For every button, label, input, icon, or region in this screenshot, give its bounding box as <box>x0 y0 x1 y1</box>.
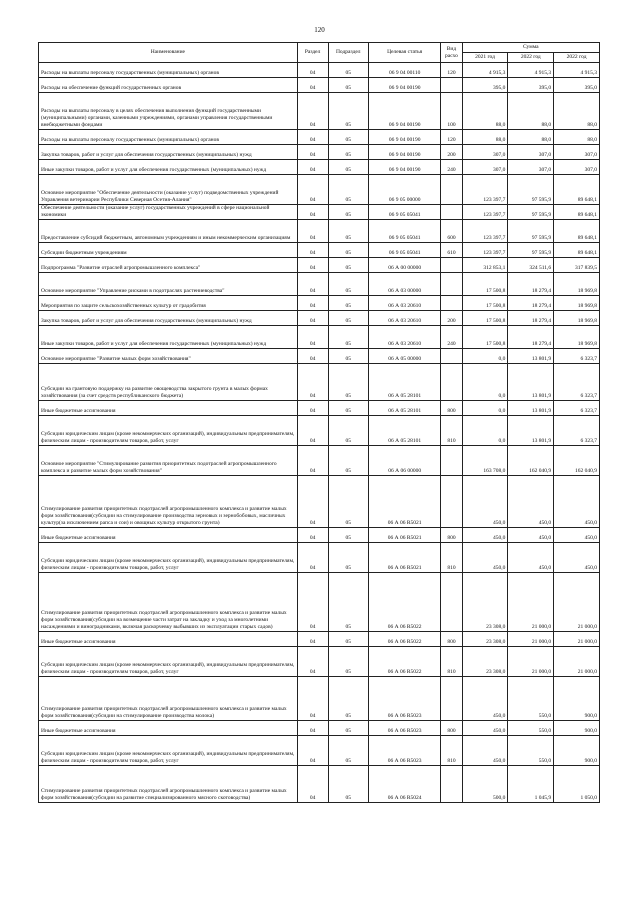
row-podrazdel: 05 <box>328 243 368 258</box>
row-expense-type: 200 <box>441 311 462 326</box>
table-row <box>39 78 600 93</box>
row-sum-2021: 17 500,8 <box>462 296 508 311</box>
row-sum-2021: 123 397,7 <box>462 243 508 258</box>
header-year-2022: 2022 год <box>508 53 554 63</box>
row-name: Подпрограмма "Развитие отраслей агропромышленного комплекса" <box>39 258 298 273</box>
row-target-article: 06 А 06 R5022 <box>368 647 440 677</box>
row-sum-2022: 395,0 <box>508 78 554 93</box>
row-sum-2022b: 89 648,1 <box>554 220 600 243</box>
row-sum-2021: 395,0 <box>462 78 508 93</box>
row-sum-2021: 17 500,8 <box>462 273 508 296</box>
row-razdel: 04 <box>297 736 328 766</box>
row-expense-type: 810 <box>441 647 462 677</box>
row-target-article: 06 А 03 20610 <box>368 311 440 326</box>
row-razdel: 04 <box>297 160 328 175</box>
table-row <box>39 349 600 364</box>
row-sum-2021: 450,0 <box>462 528 508 543</box>
row-sum-2022b: 89 648,1 <box>554 175 600 205</box>
row-sum-2022: 307,0 <box>508 160 554 175</box>
budget-table <box>38 42 600 803</box>
row-podrazdel: 05 <box>328 220 368 243</box>
row-razdel: 04 <box>297 416 328 446</box>
row-sum-2022b: 18 969,8 <box>554 296 600 311</box>
row-sum-2021: 307,0 <box>462 160 508 175</box>
table-row <box>39 63 600 78</box>
row-sum-2022: 450,0 <box>508 543 554 573</box>
row-sum-2022b: 900,0 <box>554 677 600 721</box>
table-row <box>39 647 600 677</box>
row-target-article: 06 А 00 00000 <box>368 258 440 273</box>
row-name: Иные бюджетные ассигнования <box>39 528 298 543</box>
row-sum-2022: 97 595,9 <box>508 243 554 258</box>
row-podrazdel: 05 <box>328 543 368 573</box>
row-podrazdel: 05 <box>328 446 368 476</box>
row-sum-2022b: 162 040,9 <box>554 446 600 476</box>
row-podrazdel: 05 <box>328 573 368 632</box>
row-expense-type: 610 <box>441 243 462 258</box>
row-podrazdel: 05 <box>328 63 368 78</box>
row-podrazdel: 05 <box>328 632 368 647</box>
row-name: Субсидии бюджетным учреждениям <box>39 243 298 258</box>
row-name: Субсидии юридическим лицам (кроме некоммерческих организаций), индивидуальным предпринимателям, физическим лицам - производителям товаров, работ, услуг <box>39 416 298 446</box>
row-sum-2022b: 89 648,1 <box>554 243 600 258</box>
row-sum-2022: 88,0 <box>508 130 554 145</box>
row-sum-2022b: 450,0 <box>554 476 600 528</box>
row-expense-type <box>441 766 462 803</box>
row-podrazdel: 05 <box>328 766 368 803</box>
row-sum-2021: 88,0 <box>462 93 508 130</box>
row-name: Основное мероприятие "Обеспечение деятельности (оказание услуг) подведомственных учреждений Управления ветеринарии Республики Северная Осетия-Алания" <box>39 175 298 205</box>
row-name: Закупка товаров, работ и услуг для обеспечения государственных (муниципальных) нужд <box>39 145 298 160</box>
row-sum-2021: 123 397,7 <box>462 205 508 220</box>
row-target-article: 06 9 04 00190 <box>368 78 440 93</box>
row-target-article: 06 А 06 R5023 <box>368 736 440 766</box>
header-year-2021: 2021 год <box>462 53 508 63</box>
row-target-article: 06 9 05 05041 <box>368 205 440 220</box>
row-razdel: 04 <box>297 175 328 205</box>
row-expense-type <box>441 78 462 93</box>
row-sum-2022b: 88,0 <box>554 93 600 130</box>
row-sum-2022b: 317 839,5 <box>554 258 600 273</box>
header-target-article: Целевая статья <box>368 43 440 63</box>
row-name: Стимулирование развития приоритетных подотраслей агропромышленного комплекса и развитие малых форм хозяйствования(субсидии на стимулирование производства зерновых и зернобобовых, масличных культур(за исключением рапса и сои) и овощных культур открытого грунта) <box>39 476 298 528</box>
row-sum-2022: 18 279,4 <box>508 326 554 349</box>
row-sum-2022: 324 511,6 <box>508 258 554 273</box>
table-row <box>39 145 600 160</box>
row-name: Расходы на выплаты персоналу государственных (муниципальных) органов <box>39 130 298 145</box>
row-name: Иные закупки товаров, работ и услуг для обеспечения государственных (муниципальных) нужд <box>39 160 298 175</box>
row-target-article: 06 А 03 00000 <box>368 273 440 296</box>
row-podrazdel: 05 <box>328 175 368 205</box>
row-name: Иные бюджетные ассигнования <box>39 721 298 736</box>
row-sum-2022b: 18 969,8 <box>554 326 600 349</box>
row-name: Субсидии юридическим лицам (кроме некоммерческих организаций), индивидуальным предпринимателям, физическим лицам - производителям товаров, работ, услуг <box>39 543 298 573</box>
row-name: Субсидии юридическим лицам (кроме некоммерческих организаций), индивидуальным предпринимателям, физическим лицам - производителям товаров, работ, услуг <box>39 736 298 766</box>
row-podrazdel: 05 <box>328 721 368 736</box>
row-podrazdel: 05 <box>328 647 368 677</box>
row-razdel: 04 <box>297 145 328 160</box>
table-row <box>39 130 600 145</box>
row-name: Стимулирование развития приоритетных подотраслей агропромышленного комплекса и развитие малых форм хозяйствования(субсидии на возмещение части затрат на закладку и уход за многолетними насаждениями и виноградниками, включая раскорчевку выбывших из эксплуатации старых садов) <box>39 573 298 632</box>
row-razdel: 04 <box>297 296 328 311</box>
row-sum-2022: 13 801,9 <box>508 349 554 364</box>
row-sum-2022b: 6 323,7 <box>554 401 600 416</box>
row-target-article: 06 А 06 R5021 <box>368 476 440 528</box>
row-sum-2022b: 88,0 <box>554 130 600 145</box>
row-sum-2022b: 1 050,0 <box>554 766 600 803</box>
row-sum-2022: 450,0 <box>508 476 554 528</box>
row-podrazdel: 05 <box>328 258 368 273</box>
table-row <box>39 401 600 416</box>
row-sum-2022b: 18 969,8 <box>554 273 600 296</box>
row-sum-2021: 4 915,3 <box>462 63 508 78</box>
row-sum-2021: 312 853,1 <box>462 258 508 273</box>
row-target-article: 06 А 06 R5021 <box>368 543 440 573</box>
row-razdel: 04 <box>297 401 328 416</box>
table-row <box>39 632 600 647</box>
table-row <box>39 766 600 803</box>
row-sum-2021: 0,0 <box>462 349 508 364</box>
row-expense-type: 200 <box>441 145 462 160</box>
row-name: Расходы на обеспечение функций государственных органов <box>39 78 298 93</box>
row-target-article: 06 А 06 R5023 <box>368 677 440 721</box>
row-sum-2022: 97 595,9 <box>508 220 554 243</box>
row-sum-2022: 18 279,4 <box>508 273 554 296</box>
row-sum-2022: 307,0 <box>508 145 554 160</box>
row-expense-type: 120 <box>441 130 462 145</box>
row-sum-2022: 13 801,9 <box>508 401 554 416</box>
row-podrazdel: 05 <box>328 311 368 326</box>
row-target-article: 06 А 06 R5021 <box>368 528 440 543</box>
row-sum-2021: 0,0 <box>462 364 508 401</box>
row-podrazdel: 05 <box>328 401 368 416</box>
row-razdel: 04 <box>297 93 328 130</box>
row-sum-2022b: 6 323,7 <box>554 416 600 446</box>
row-name: Стимулирование развития приоритетных подотраслей агропромышленного комплекса и развитие малых форм хозяйствования(субсидии на развитие специализированного мясного скотоводства) <box>39 766 298 803</box>
row-expense-type: 800 <box>441 528 462 543</box>
row-podrazdel: 05 <box>328 364 368 401</box>
row-razdel: 04 <box>297 326 328 349</box>
row-razdel: 04 <box>297 677 328 721</box>
table-row <box>39 243 600 258</box>
table-row <box>39 476 600 528</box>
row-podrazdel: 05 <box>328 93 368 130</box>
table-row <box>39 543 600 573</box>
row-name: Субсидии юридическим лицам (кроме некоммерческих организаций), индивидуальным предпринимателям, физическим лицам - производителям товаров, работ, услуг <box>39 647 298 677</box>
row-name: Мероприятия по защите сельскохозяйственных культур от градобития <box>39 296 298 311</box>
header-year-2022b: 2022 год <box>554 53 600 63</box>
row-expense-type <box>441 446 462 476</box>
row-sum-2022: 18 279,4 <box>508 296 554 311</box>
row-podrazdel: 05 <box>328 736 368 766</box>
row-sum-2022: 97 595,9 <box>508 175 554 205</box>
row-expense-type <box>441 364 462 401</box>
row-razdel: 04 <box>297 78 328 93</box>
row-sum-2022: 550,0 <box>508 677 554 721</box>
row-sum-2022: 1 045,9 <box>508 766 554 803</box>
row-razdel: 04 <box>297 63 328 78</box>
row-sum-2021: 450,0 <box>462 736 508 766</box>
row-sum-2021: 0,0 <box>462 401 508 416</box>
row-name: Субсидии на грантовую поддержку на развитие овощеводства закрытого грунта в малых формах хозяйствования (за счет средств республиканского бюджета) <box>39 364 298 401</box>
row-sum-2022: 13 801,9 <box>508 364 554 401</box>
row-expense-type <box>441 296 462 311</box>
page-number: 120 <box>314 26 325 34</box>
table-row <box>39 528 600 543</box>
table-header <box>39 43 600 63</box>
row-podrazdel: 05 <box>328 528 368 543</box>
table-row <box>39 677 600 721</box>
row-podrazdel: 05 <box>328 160 368 175</box>
row-name: Основное мероприятие "Стимулирование развития приоритетных подотраслей агропромышленного комплекса и развитие малых форм хозяйствования" <box>39 446 298 476</box>
row-name: Предоставление субсидий бюджетным, автономным учреждениям и иным некоммерческим организациям <box>39 220 298 243</box>
row-sum-2022: 88,0 <box>508 93 554 130</box>
row-sum-2022: 97 595,9 <box>508 205 554 220</box>
row-sum-2022b: 6 323,7 <box>554 349 600 364</box>
row-sum-2022: 18 279,4 <box>508 311 554 326</box>
row-sum-2021: 163 708,0 <box>462 446 508 476</box>
row-target-article: 06 А 05 28101 <box>368 416 440 446</box>
row-razdel: 04 <box>297 721 328 736</box>
row-target-article: 06 А 06 R5023 <box>368 721 440 736</box>
row-name: Стимулирование развития приоритетных подотраслей агропромышленного комплекса и развитие малых форм хозяйствования(субсидии на стимулирование производства молока) <box>39 677 298 721</box>
row-target-article: 06 А 03 20610 <box>368 326 440 349</box>
row-target-article: 06 А 03 20610 <box>368 296 440 311</box>
row-sum-2021: 450,0 <box>462 543 508 573</box>
row-sum-2022: 162 040,9 <box>508 446 554 476</box>
row-razdel: 04 <box>297 446 328 476</box>
row-sum-2021: 450,0 <box>462 677 508 721</box>
row-razdel: 04 <box>297 220 328 243</box>
row-target-article: 06 А 05 28101 <box>368 364 440 401</box>
row-podrazdel: 05 <box>328 130 368 145</box>
row-target-article: 06 А 06 R5022 <box>368 573 440 632</box>
row-expense-type: 100 <box>441 93 462 130</box>
row-sum-2022b: 450,0 <box>554 543 600 573</box>
row-expense-type: 810 <box>441 416 462 446</box>
row-podrazdel: 05 <box>328 296 368 311</box>
row-sum-2022b: 21 000,0 <box>554 573 600 632</box>
row-expense-type: 800 <box>441 632 462 647</box>
row-podrazdel: 05 <box>328 416 368 446</box>
row-razdel: 04 <box>297 273 328 296</box>
row-razdel: 04 <box>297 543 328 573</box>
row-sum-2021: 23 308,0 <box>462 632 508 647</box>
row-name: Иные бюджетные ассигнования <box>39 401 298 416</box>
row-sum-2022: 21 000,0 <box>508 647 554 677</box>
row-expense-type: 810 <box>441 543 462 573</box>
row-target-article: 06 А 06 R5024 <box>368 766 440 803</box>
row-razdel: 04 <box>297 258 328 273</box>
row-sum-2022: 21 000,0 <box>508 632 554 647</box>
row-sum-2021: 23 308,0 <box>462 573 508 632</box>
row-name: Иные закупки товаров, работ и услуг для обеспечения государственных (муниципальных) нужд <box>39 326 298 349</box>
row-razdel: 04 <box>297 476 328 528</box>
header-name: Наименование <box>39 43 298 63</box>
table-row <box>39 175 600 205</box>
table-row <box>39 220 600 243</box>
row-sum-2021: 17 500,8 <box>462 311 508 326</box>
row-expense-type: 800 <box>441 401 462 416</box>
row-razdel: 04 <box>297 573 328 632</box>
header-sum: Сумма <box>462 43 599 53</box>
table-row <box>39 721 600 736</box>
table-body <box>39 63 600 803</box>
row-name: Расходы на выплаты персоналу государственных (муниципальных) органов <box>39 63 298 78</box>
row-target-article: 06 9 04 00190 <box>368 160 440 175</box>
table-row <box>39 258 600 273</box>
row-sum-2021: 123 397,7 <box>462 220 508 243</box>
row-target-article: 06 9 04 00190 <box>368 145 440 160</box>
row-razdel: 04 <box>297 766 328 803</box>
row-sum-2021: 23 308,0 <box>462 647 508 677</box>
row-sum-2021: 0,0 <box>462 416 508 446</box>
table-row <box>39 93 600 130</box>
row-sum-2021: 17 500,8 <box>462 326 508 349</box>
row-expense-type: 800 <box>441 721 462 736</box>
row-expense-type <box>441 573 462 632</box>
row-expense-type <box>441 205 462 220</box>
row-sum-2022: 550,0 <box>508 736 554 766</box>
row-razdel: 04 <box>297 647 328 677</box>
table-row <box>39 160 600 175</box>
row-sum-2021: 123 397,7 <box>462 175 508 205</box>
row-expense-type <box>441 677 462 721</box>
row-sum-2022b: 900,0 <box>554 736 600 766</box>
row-podrazdel: 05 <box>328 349 368 364</box>
row-name: Расходы на выплаты персоналу в целях обеспечения выполнения функций государственными (муниципальными) органами, казенными учреждениями, органами управления государственными внебюджетными фондами <box>39 93 298 130</box>
row-razdel: 04 <box>297 311 328 326</box>
row-target-article: 06 9 05 05041 <box>368 220 440 243</box>
row-razdel: 04 <box>297 364 328 401</box>
row-sum-2021: 450,0 <box>462 476 508 528</box>
row-expense-type <box>441 258 462 273</box>
row-expense-type: 120 <box>441 63 462 78</box>
table-row <box>39 273 600 296</box>
row-sum-2022: 21 000,0 <box>508 573 554 632</box>
table-row <box>39 736 600 766</box>
row-target-article: 06 9 05 05041 <box>368 243 440 258</box>
header-podrazdel: Подраздел <box>328 43 368 63</box>
row-target-article: 06 А 06 00000 <box>368 446 440 476</box>
row-name: Иные бюджетные ассигнования <box>39 632 298 647</box>
table-row <box>39 364 600 401</box>
table-row <box>39 573 600 632</box>
row-razdel: 04 <box>297 130 328 145</box>
table-row <box>39 205 600 220</box>
table-row <box>39 416 600 446</box>
row-target-article: 06 А 05 00000 <box>368 349 440 364</box>
row-podrazdel: 05 <box>328 78 368 93</box>
row-sum-2022: 550,0 <box>508 721 554 736</box>
row-sum-2022b: 6 323,7 <box>554 364 600 401</box>
row-razdel: 04 <box>297 205 328 220</box>
row-sum-2022b: 307,0 <box>554 160 600 175</box>
row-razdel: 04 <box>297 632 328 647</box>
row-podrazdel: 05 <box>328 677 368 721</box>
row-sum-2022b: 89 648,1 <box>554 205 600 220</box>
row-podrazdel: 05 <box>328 205 368 220</box>
row-name: Обеспечение деятельности (оказание услуг) государственных учреждений в сфере национальной экономики <box>39 205 298 220</box>
row-sum-2021: 450,0 <box>462 721 508 736</box>
row-sum-2021: 500,0 <box>462 766 508 803</box>
table-row <box>39 296 600 311</box>
row-expense-type <box>441 476 462 528</box>
row-podrazdel: 05 <box>328 273 368 296</box>
row-sum-2022b: 21 000,0 <box>554 647 600 677</box>
row-expense-type <box>441 273 462 296</box>
table-row <box>39 311 600 326</box>
row-podrazdel: 05 <box>328 476 368 528</box>
row-podrazdel: 05 <box>328 145 368 160</box>
row-sum-2022b: 395,0 <box>554 78 600 93</box>
row-target-article: 06 9 05 00000 <box>368 175 440 205</box>
table-row <box>39 326 600 349</box>
row-expense-type <box>441 349 462 364</box>
row-expense-type: 240 <box>441 326 462 349</box>
row-sum-2022b: 450,0 <box>554 528 600 543</box>
row-expense-type: 240 <box>441 160 462 175</box>
table-row <box>39 446 600 476</box>
row-razdel: 04 <box>297 528 328 543</box>
row-podrazdel: 05 <box>328 326 368 349</box>
row-sum-2022: 4 915,3 <box>508 63 554 78</box>
row-expense-type <box>441 175 462 205</box>
row-sum-2022b: 4 915,3 <box>554 63 600 78</box>
row-sum-2021: 88,0 <box>462 130 508 145</box>
row-razdel: 04 <box>297 243 328 258</box>
header-expense-type: Вид расхо <box>441 43 462 63</box>
row-sum-2022: 450,0 <box>508 528 554 543</box>
row-target-article: 06 9 04 00110 <box>368 63 440 78</box>
row-name: Закупка товаров, работ и услуг для обеспечения государственных (муниципальных) нужд <box>39 311 298 326</box>
row-target-article: 06 А 05 28101 <box>368 401 440 416</box>
row-sum-2021: 307,0 <box>462 145 508 160</box>
row-sum-2022b: 900,0 <box>554 721 600 736</box>
row-expense-type: 600 <box>441 220 462 243</box>
row-target-article: 06 9 04 00190 <box>368 93 440 130</box>
row-target-article: 06 А 06 R5022 <box>368 632 440 647</box>
header-razdel: Раздел <box>297 43 328 63</box>
row-expense-type: 810 <box>441 736 462 766</box>
row-sum-2022: 13 801,9 <box>508 416 554 446</box>
row-razdel: 04 <box>297 349 328 364</box>
row-name: Основное мероприятие "Развитие малых форм хозяйствования" <box>39 349 298 364</box>
row-name: Основное мероприятие "Управление рисками в подотраслях растениеводства" <box>39 273 298 296</box>
row-sum-2022b: 21 000,0 <box>554 632 600 647</box>
row-sum-2022b: 18 969,8 <box>554 311 600 326</box>
row-target-article: 06 9 04 00190 <box>368 130 440 145</box>
row-sum-2022b: 307,0 <box>554 145 600 160</box>
